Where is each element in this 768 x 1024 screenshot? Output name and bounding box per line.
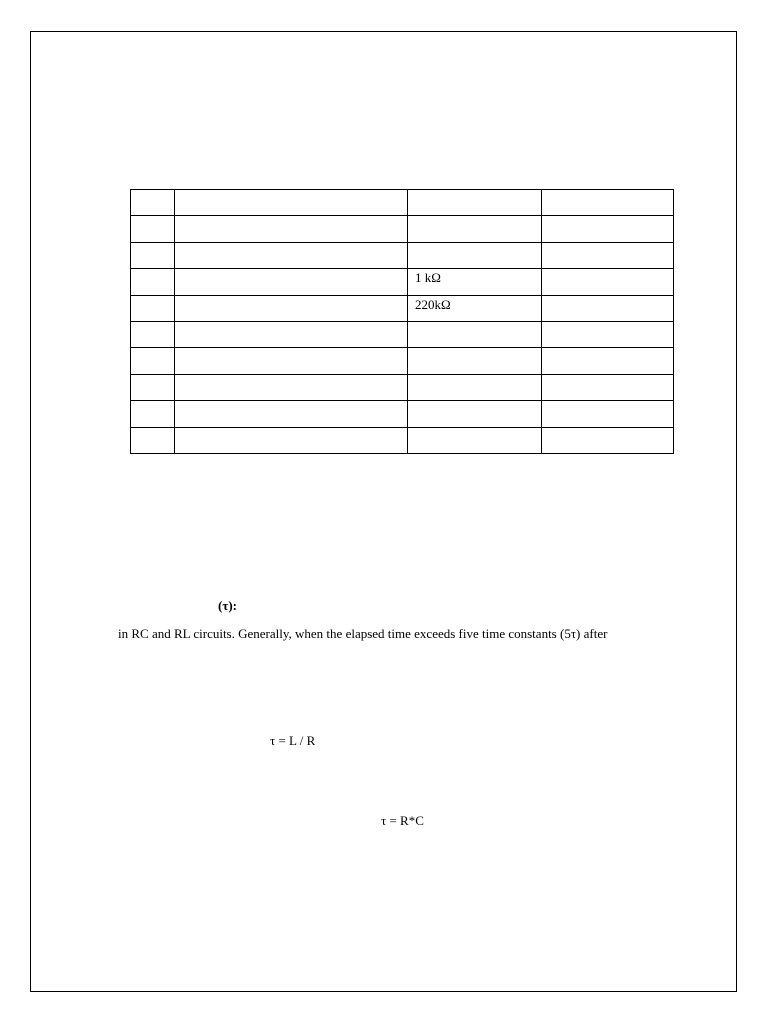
table-cell [408, 242, 542, 268]
table-cell [542, 401, 674, 427]
table-cell [131, 348, 175, 374]
table-cell [131, 295, 175, 321]
resistor-value-cell: 220kΩ [408, 295, 542, 321]
table-cell [131, 242, 175, 268]
table-cell [131, 401, 175, 427]
table-cell [542, 269, 674, 295]
table-cell [408, 190, 542, 216]
table-row [131, 242, 674, 268]
rl-time-constant-formula: τ = L / R [270, 733, 316, 748]
table-cell [542, 374, 674, 400]
table-cell [408, 374, 542, 400]
rc-time-constant-formula: τ = R*C [381, 813, 424, 828]
table-cell [175, 190, 408, 216]
table-row [131, 269, 674, 295]
table-cell [542, 427, 674, 453]
table-cell [131, 216, 175, 242]
table-row [131, 374, 674, 400]
table-row [131, 295, 674, 321]
table-cell [408, 321, 542, 347]
table-cell [175, 374, 408, 400]
table-row [131, 216, 674, 242]
table-cell [542, 216, 674, 242]
table-cell [175, 348, 408, 374]
time-constant-heading: (τ): [218, 598, 237, 613]
table-cell [408, 401, 542, 427]
table-cell [542, 321, 674, 347]
table-cell [408, 348, 542, 374]
table-cell [175, 216, 408, 242]
table-cell [542, 348, 674, 374]
table-cell [131, 321, 175, 347]
page-frame [30, 31, 737, 992]
table-cell [131, 190, 175, 216]
table-row [131, 401, 674, 427]
table-cell [175, 427, 408, 453]
table-cell [408, 216, 542, 242]
table-row [131, 190, 674, 216]
table-cell [542, 295, 674, 321]
table-cell [131, 269, 175, 295]
table-row [131, 321, 674, 347]
body-text-line: in RC and RL circuits. Generally, when the elapsed time exceeds five time constants (5τ) after [118, 626, 608, 641]
components-table [130, 189, 674, 454]
table-cell [175, 295, 408, 321]
table-cell [175, 321, 408, 347]
table-row [131, 427, 674, 453]
table-cell [175, 242, 408, 268]
resistor-value-cell: 1 kΩ [408, 269, 542, 295]
table-cell [131, 427, 175, 453]
table-cell [542, 190, 674, 216]
table-cell [175, 269, 408, 295]
table-cell [131, 374, 175, 400]
table-cell [542, 242, 674, 268]
table-cell [408, 427, 542, 453]
table-cell [175, 401, 408, 427]
table-row [131, 348, 674, 374]
